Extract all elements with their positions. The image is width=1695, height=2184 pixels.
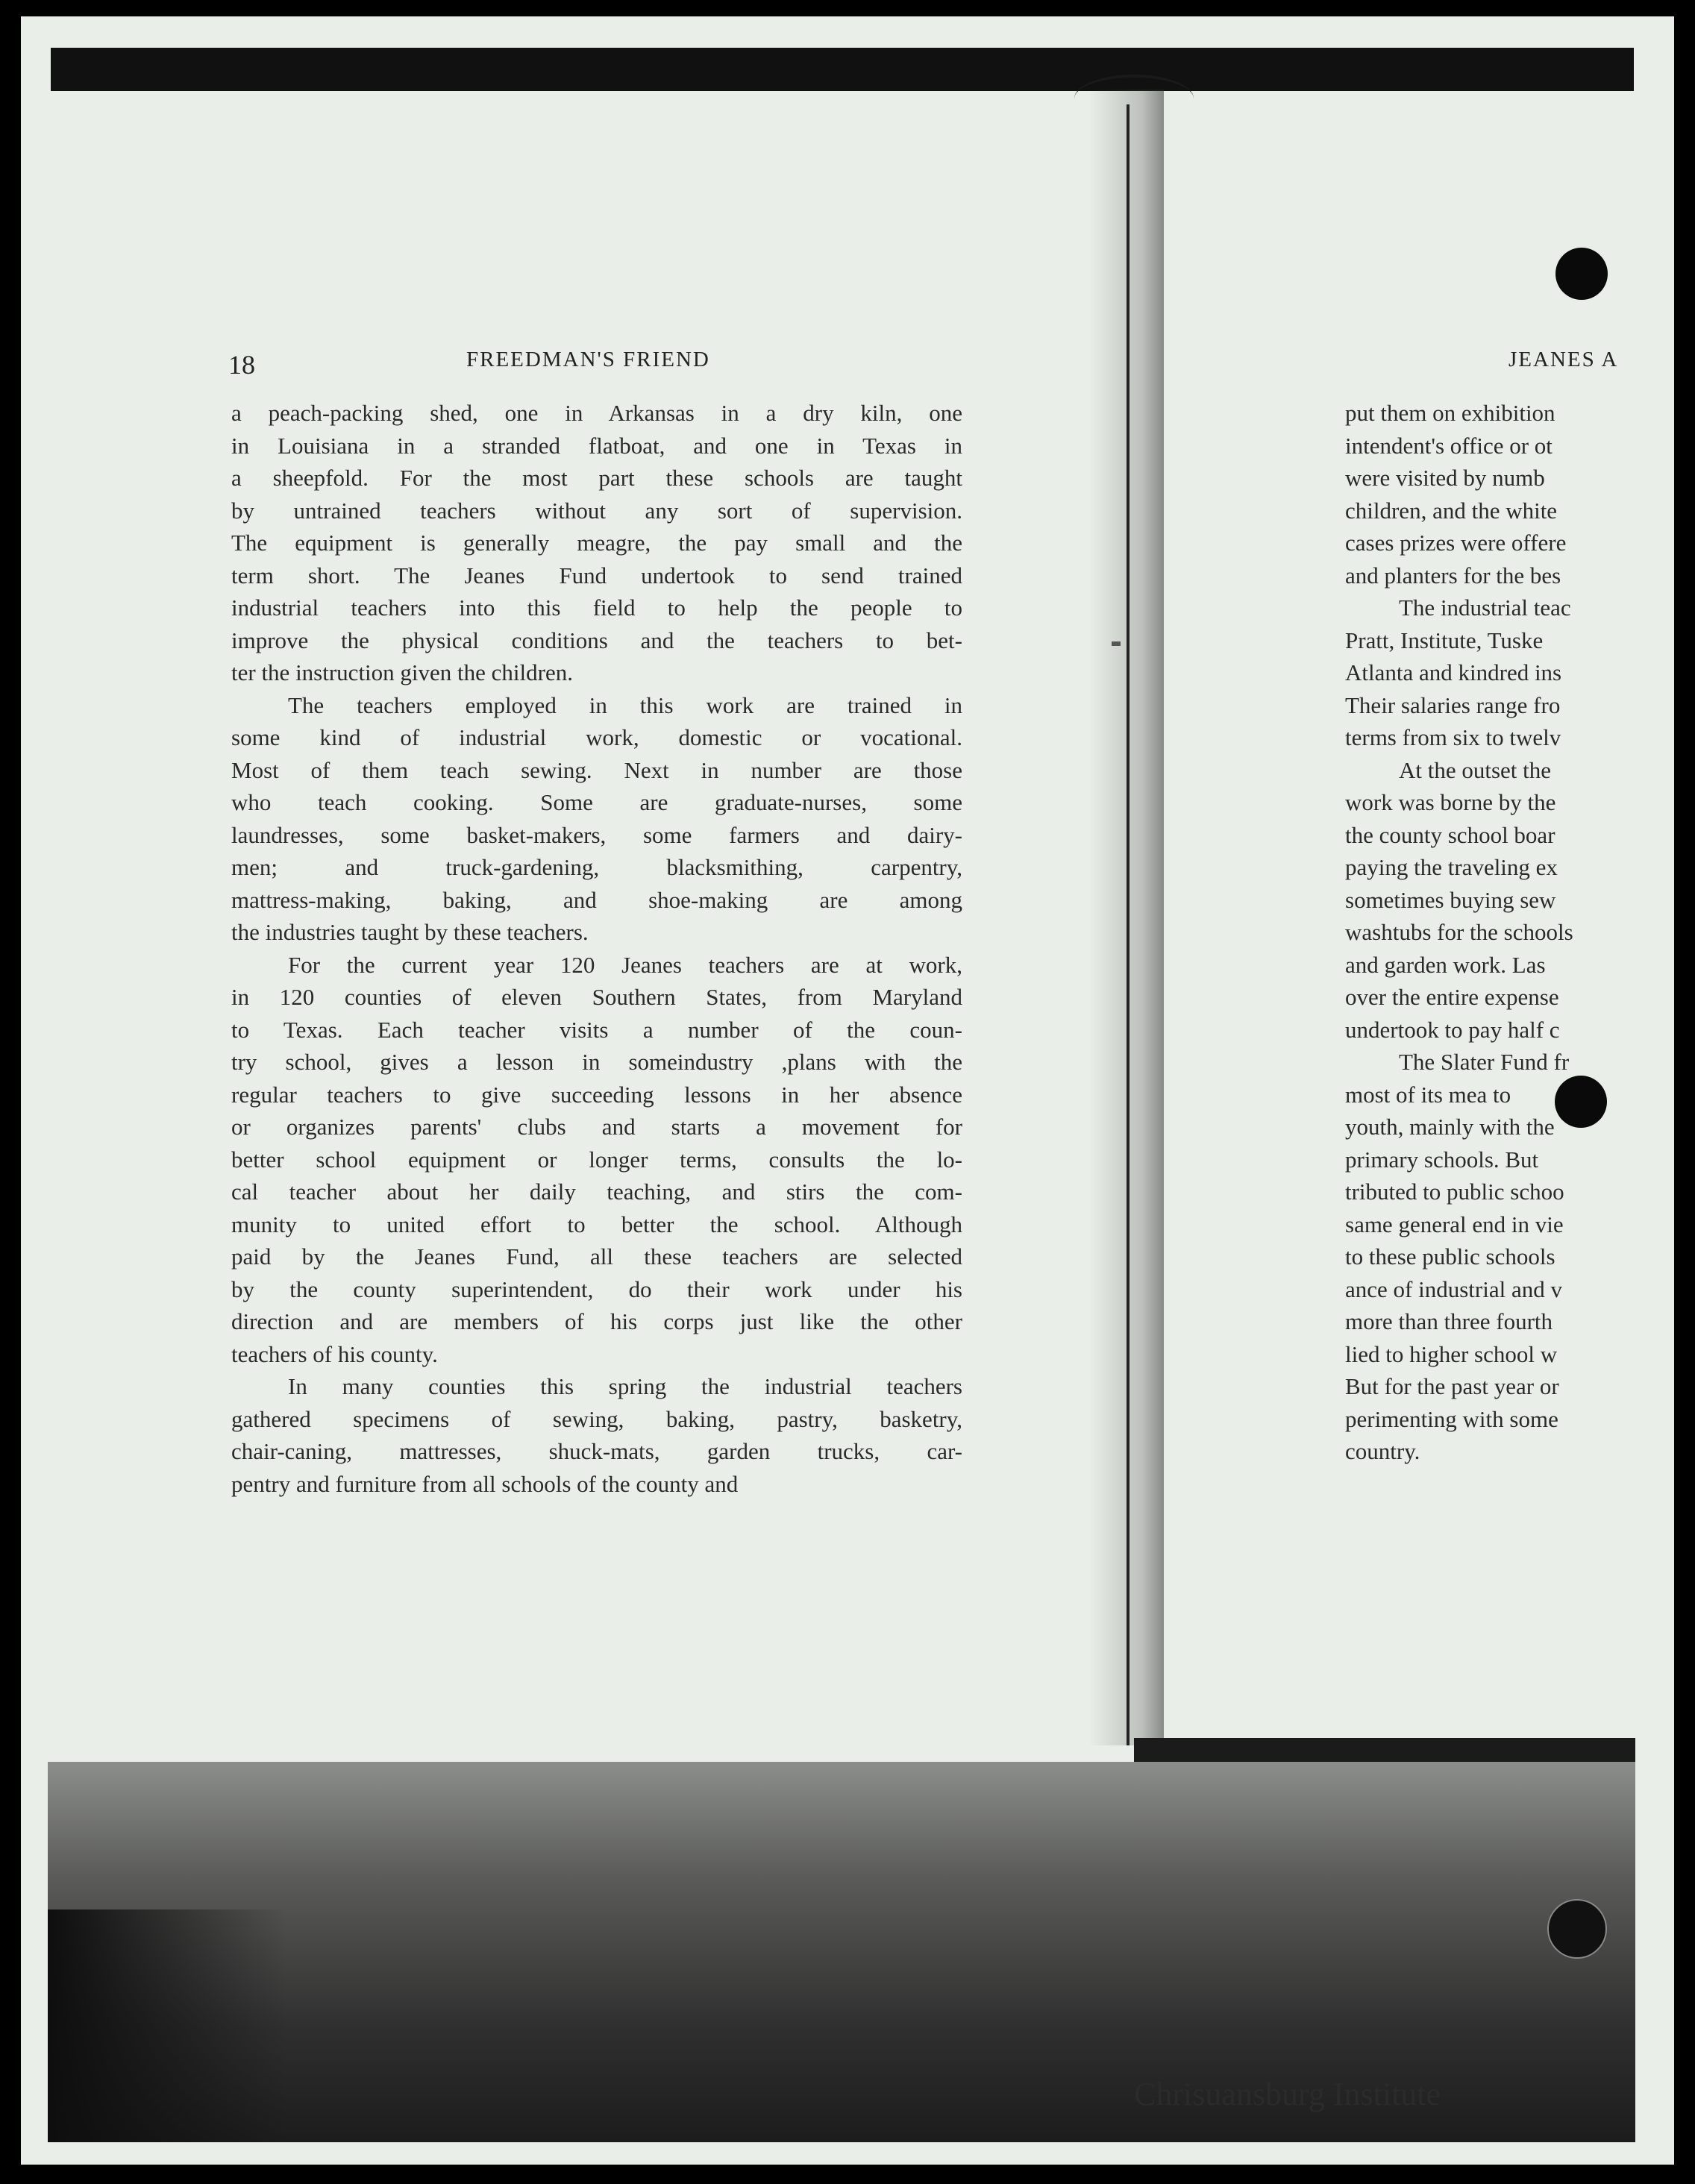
text-line: by the county superintendent, do their work under his <box>231 1275 962 1302</box>
text-line: tributed to public schoo <box>1345 1179 1564 1205</box>
paragraph <box>231 949 962 1371</box>
text-line: ter the instruction given the children. <box>231 659 573 685</box>
text-line: put them on exhibition <box>1345 400 1555 426</box>
text-line: by untrained teachers without any sort of supervision. <box>231 497 962 524</box>
text-line: cal teacher about her daily teaching, and stirs the com- <box>231 1179 962 1205</box>
text-line: most of its mea to <box>1345 1081 1511 1108</box>
text-line: same general end in vie <box>1345 1211 1564 1237</box>
text-line: in Louisiana in a stranded flatboat, and one in Texas in <box>231 432 962 459</box>
text-line: The Slater Fund fr <box>1399 1049 1570 1075</box>
text-line: over the entire expense <box>1345 984 1559 1010</box>
text-line: try school, gives a lesson in someindustry ,plans with the <box>231 1049 962 1075</box>
text-line: cases prizes were offere <box>1345 530 1567 556</box>
archive-watermark: Chrisuansburg Institute <box>1134 2076 1441 2112</box>
running-head-left: FREEDMAN'S FRIEND <box>466 348 710 371</box>
page-number: 18 <box>228 350 255 380</box>
book-spine <box>1127 104 1130 1745</box>
punch-hole-bottom <box>1547 1899 1607 1959</box>
paragraph <box>231 397 962 689</box>
text-line: munity to united effort to better the school. Although <box>231 1211 962 1237</box>
text-line: chair-caning, mattresses, shuck-mats, garden trucks, car- <box>231 1438 962 1464</box>
text-line: improve the physical conditions and the teachers to bet- <box>231 627 962 653</box>
text-line: to Texas. Each teacher visits a number of the coun- <box>231 1016 962 1043</box>
text-line: the industries taught by these teachers. <box>231 919 589 945</box>
book-spine-curve <box>1074 75 1194 122</box>
text-line: ance of industrial and v <box>1345 1275 1562 1302</box>
text-line: Most of them teach sewing. Next in number are those <box>231 756 962 783</box>
text-line: some kind of industrial work, domestic or vocational. <box>231 724 962 750</box>
text-line: youth, mainly with the <box>1345 1114 1555 1140</box>
text-line: and garden work. Las <box>1345 951 1546 978</box>
text-line: in 120 counties of eleven Southern States, from Maryland <box>231 984 962 1010</box>
text-line: regular teachers to give succeeding lessons in her absence <box>231 1081 962 1108</box>
text-line: children, and the white <box>1345 497 1558 524</box>
text-line: term short. The Jeanes Fund undertook to send trained <box>231 562 962 589</box>
text-line: For the current year 120 Jeanes teachers are at work, <box>288 951 962 978</box>
text-line: But for the past year or <box>1345 1373 1559 1399</box>
text-line: to these public schools <box>1345 1243 1555 1270</box>
text-line: Their salaries range fro <box>1345 691 1561 718</box>
text-line: pentry and furniture from all schools of the county and <box>231 1470 739 1497</box>
text-line: laundresses, some basket-makers, some farmers and dairy- <box>231 821 962 848</box>
text-line: a peach-packing shed, one in Arkansas in a dry kiln, one <box>231 400 962 426</box>
text-line: sometimes buying sew <box>1345 886 1556 913</box>
text-line: who teach cooking. Some are graduate-nurses, some <box>231 789 962 815</box>
text-line: gathered specimens of sewing, baking, pastry, basketry, <box>231 1405 962 1432</box>
text-line: and planters for the bes <box>1345 562 1561 589</box>
text-line: lied to higher school w <box>1345 1340 1558 1367</box>
right-page-body <box>1345 397 1634 1468</box>
text-line: The equipment is generally meagre, the pay small and the <box>231 530 962 556</box>
text-line: country. <box>1345 1438 1420 1464</box>
text-line: direction and are members of his corps just like the other <box>231 1308 962 1334</box>
text-line: or organizes parents' clubs and starts a movement for <box>231 1114 962 1140</box>
text-line: mattress-making, baking, and shoe-making are among <box>231 886 962 913</box>
paragraph <box>231 689 962 949</box>
left-page-body <box>231 397 962 1500</box>
text-line: primary schools. But <box>1345 1146 1539 1173</box>
text-line: teachers of his county. <box>231 1340 438 1367</box>
text-line: washtubs for the schools <box>1345 919 1573 945</box>
text-line: paying the traveling ex <box>1345 854 1558 880</box>
running-head-right: JEANES A <box>1508 348 1619 371</box>
paragraph <box>231 1370 962 1500</box>
text-line: The teachers employed in this work are trained in <box>288 691 962 718</box>
text-line: intendent's office or ot <box>1345 432 1553 459</box>
text-line: men; and truck-gardening, blacksmithing, carpentry, <box>231 854 962 880</box>
text-line: more than three fourth <box>1345 1308 1553 1334</box>
punch-hole-top <box>1555 248 1608 300</box>
text-line: Atlanta and kindred ins <box>1345 659 1562 685</box>
text-line: were visited by numb <box>1345 465 1545 491</box>
scan-top-border <box>51 48 1634 91</box>
text-line: undertook to pay half c <box>1345 1016 1560 1043</box>
text-line: industrial teachers into this field to help the people to <box>231 594 962 621</box>
text-line: In many counties this spring the industrial teachers <box>288 1373 962 1399</box>
text-line: At the outset the <box>1399 756 1552 783</box>
text-line: Pratt, Institute, Tuske <box>1345 627 1544 653</box>
text-line: a sheepfold. For the most part these schools are taught <box>231 465 962 491</box>
text-line: the county school boar <box>1345 821 1555 848</box>
text-line: better school equipment or longer terms, consults the lo- <box>231 1146 962 1173</box>
scan-corner-shadow <box>48 1910 286 2142</box>
gutter-speck <box>1112 641 1121 646</box>
text-line: work was borne by the <box>1345 789 1556 815</box>
text-line: paid by the Jeanes Fund, all these teachers are selected <box>231 1243 962 1270</box>
text-line: terms from six to twelv <box>1345 724 1561 750</box>
text-line: perimenting with some <box>1345 1405 1558 1432</box>
text-line: The industrial teac <box>1399 594 1571 621</box>
